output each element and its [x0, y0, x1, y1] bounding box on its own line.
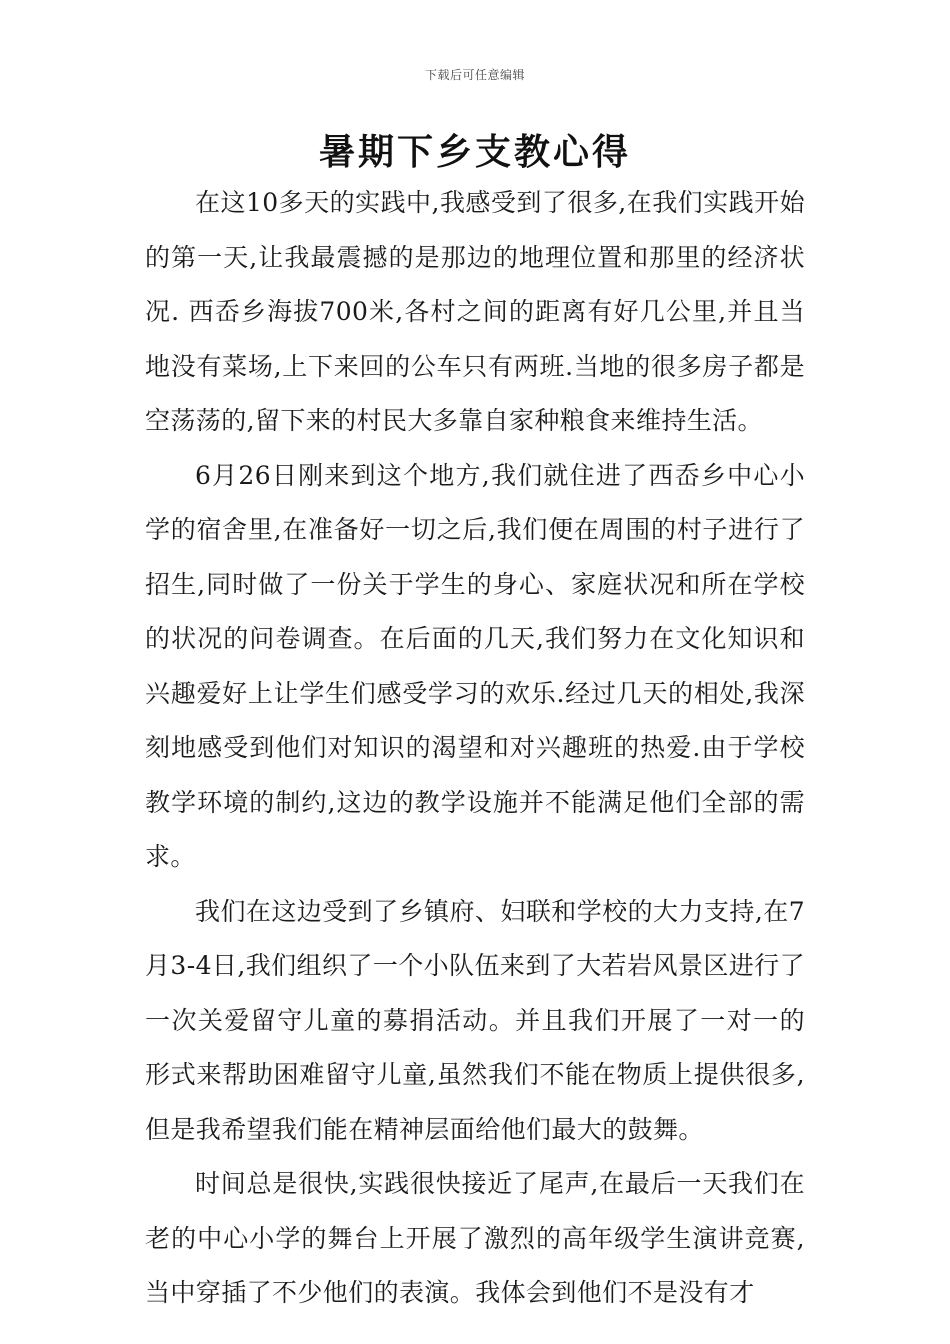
paragraph: 6月26日刚来到这个地方,我们就住进了西岙乡中心小学的宿舍里,在准备好一切之后,我们便在周围的村子进行了招生,同时做了一份关于学生的身心、家庭状况和所在学校的状况的问卷调查。在后面的几天,我们努力在文化知识和兴趣爱好上让学生们感受学习的欢乐.经过几天的相处,我深刻地感受到他们对知识的渴望和对兴趣班的热爱.由于学校教学环境的制约,这边的教学设施并不能满足他们全部的需求。 [145, 460, 805, 871]
header-note: 下载后可任意编辑 [424, 68, 525, 82]
paragraph: 时间总是很快,实践很快接近了尾声,在最后一天我们在老的中心小学的舞台上开展了激烈的高年级学生演讲竞赛,当中穿插了不少他们的表演。我体会到他们不是没有才 [145, 1169, 805, 1307]
paragraph: 在这10多天的实践中,我感受到了很多,在我们实践开始的第一天,让我最震撼的是那边的地理位置和那里的经济状况. 西岙乡海拔700米,各村之间的距离有好几公里,并且当地没有菜场,上下来回的公车只有两班.当地的很多房子都是空荡荡的,留下来的村民大多靠自家种粮食来维持生活。 [145, 188, 805, 435]
document-body [145, 176, 805, 1321]
document-title: 暑期下乡支教心得 [318, 131, 631, 173]
paragraph: 我们在这边受到了乡镇府、妇联和学校的大力支持,在7月3-4日,我们组织了一个小队伍来到了大若岩风景区进行了一次关爱留守儿童的募捐活动。并且我们开展了一对一的形式来帮助困难留守儿童,虽然我们不能在物质上提供很多,但是我希望我们能在精神层面给他们最大的鼓舞。 [145, 896, 805, 1144]
